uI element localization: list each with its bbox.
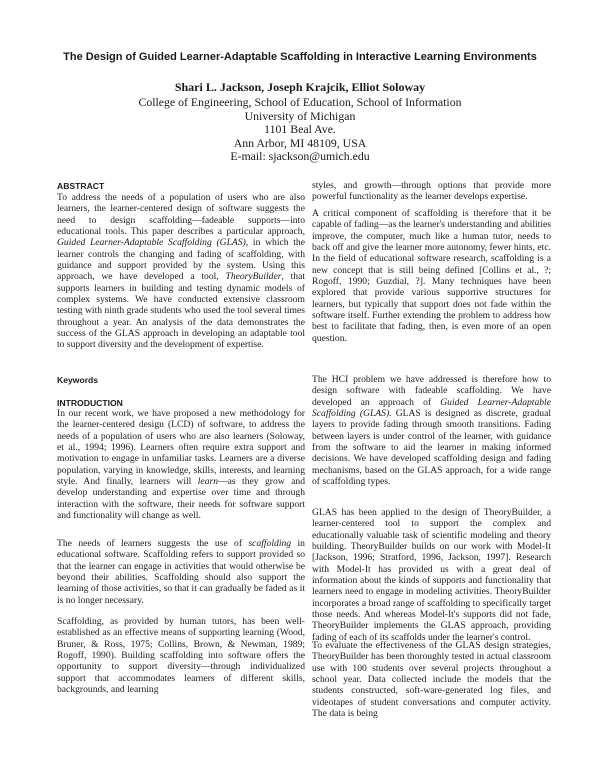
paper-title: The Design of Guided Learner-Adaptable Scaffolding in Interactive Learning Environments: [63, 51, 537, 63]
paragraph: A critical component of scaffolding is therefore that it be capable of fading—as the learner's understanding and abilities improve, the computer, much like a human tutor, needs to back off and give the learner more autonomy, fewer hints, etc. In the field of educational software research, scaffolding is a new concept that is still being defined [Collins et al., ?; Rogoff, 1990; Guzdial, ?]. Many techniques have been explored that provide various supportive structures for learners, but typically that support does not fade within the software itself. Further extending the problem to address how best to facilitate that fading, then, is even more of an open question.: [312, 208, 551, 344]
emphasis: scaffolding: [248, 538, 292, 549]
affiliation-line: College of Engineering, School of Education, School of Information: [138, 95, 462, 109]
paragraph: styles, and growth—through options that provide more powerful functionality as the learner develops expertise.: [312, 180, 551, 203]
paragraph: To evaluate the effectiveness of the GLAS design strategies, TheoryBuilder has been thoroughly tested in actual classroom use with 100 students over several projects throughout a school year. Data collected include the models that the students constructed, soft-ware-generated log files, and videotapes of student conversations and computer activity. The data is being: [312, 640, 551, 720]
text: In our recent work, we have proposed a new methodology for the learner-centered design (LCD) of software, to address the needs of a population of users who are also learners (Soloway, et al., 1994; 1996). Learners often require extra support and motivation to engage in unfamiliar tasks. Learners are a diverse population, varying in knowledge, skills, interests, and learning style. And finally, learners will: [57, 408, 305, 488]
text: in educational software. Scaffolding refers to support provided so that the learner can engage in activities that would otherwise be beyond their abilities. Scaffolding should also support the learning of those activities, so that it can gradually be faded as it is no longer necessary.: [57, 538, 305, 606]
text: , that supports learners in building and testing dynamic models of complex systems. We have conducted extensive classroom testing with ninth grade students who used the tool several times throughout a year. An analysis of the data demonstrates the success of the GLAS approach in developing an adaptable tool to support diversity and the development of expertise.: [57, 271, 306, 351]
text: To address the needs of a population of users who are also learners, the learner-centered design of software suggests the need to design scaffolding—fadeable supports—into educational tools. This paper describes a particular approach,: [57, 192, 305, 238]
left-column: [57, 0, 305, 776]
paragraph: [57, 408, 305, 521]
text: The HCI problem we have addressed is therefore how to design software with fadeable scaffolding. We have developed an approach of: [312, 374, 551, 408]
affiliation-line: Ann Arbor, MI 48109, USA: [233, 135, 367, 150]
paragraph: GLAS has been applied to the design of TheoryBuilder, a learner-centered tool to support the complex and educationally valuable task of scientific modeling and theory building. TheoryBuilder builds on our work with Model-It [Jackson, 1996; Stratford, 1996, Jackson, 1997]. Research with Model-It has provided us with a great deal of information about the kinds of supports and functionality that learners need to engage in modeling activities. TheoryBuilder incorporates a broad range of scaffolding to specifically target those needs. And whereas Model-It's supports did not fade, TheoryBuilder implements the GLAS approach, providing fading of each of its scaffolds under the learner's control.: [312, 507, 551, 643]
text: —as they grow and develop understanding and expertise over time and through interaction with the software, their needs for software support and functionality will change as well.: [57, 476, 305, 522]
text: , in which the learner controls the changing and fading of scaffolding, with guidance and support provided by the system. Using this approach, we have developed a tool,: [57, 237, 305, 283]
introduction-heading: INTRODUCTION: [57, 398, 123, 408]
text: The needs of learners suggests the use of: [57, 538, 249, 549]
right-column: [312, 0, 551, 776]
paragraph: [57, 538, 305, 606]
paragraph: [312, 374, 551, 487]
text: GLAS is designed as discrete, gradual layers to provide fading through smooth transitions. Fading between layers is under control of the learner, with guidance from the software to aid the learner in making informed decisions. We have developed scaffolding design and fading mechanisms, based on the GLAS approach, for a wide range of scaffolding types.: [312, 408, 551, 488]
paragraph: Scaffolding, as provided by human tutors, has been well-established as an effective means of supporting learning (Wood, Bruner, & Ross, 1975; Collins, Brown, & Newman, 1989; Rogoff, 1990). Building scaffolding into software offers the opportunity to support diversity—through individualized support that accommodates learners of different skills, backgrounds, and learning: [57, 616, 305, 696]
email: E-mail: sjackson@umich.edu: [230, 149, 370, 164]
authors: Shari L. Jackson, Joseph Krajcik, Elliot Soloway: [174, 80, 426, 94]
emphasis: Guided Learner-Adaptable Scaffolding (GLAS).: [312, 396, 551, 420]
emphasis: Guided Learner-Adaptable Scaffolding (GLAS): [57, 237, 246, 249]
keywords-heading: Keywords: [57, 375, 99, 385]
affiliation-line: University of Michigan: [244, 108, 356, 123]
affiliation-line: 1101 Beal Ave.: [264, 122, 336, 137]
emphasis: learn: [197, 476, 219, 488]
abstract-text: [57, 192, 305, 351]
emphasis: TheoryBuilder: [225, 271, 282, 283]
abstract-heading: ABSTRACT: [57, 181, 105, 191]
